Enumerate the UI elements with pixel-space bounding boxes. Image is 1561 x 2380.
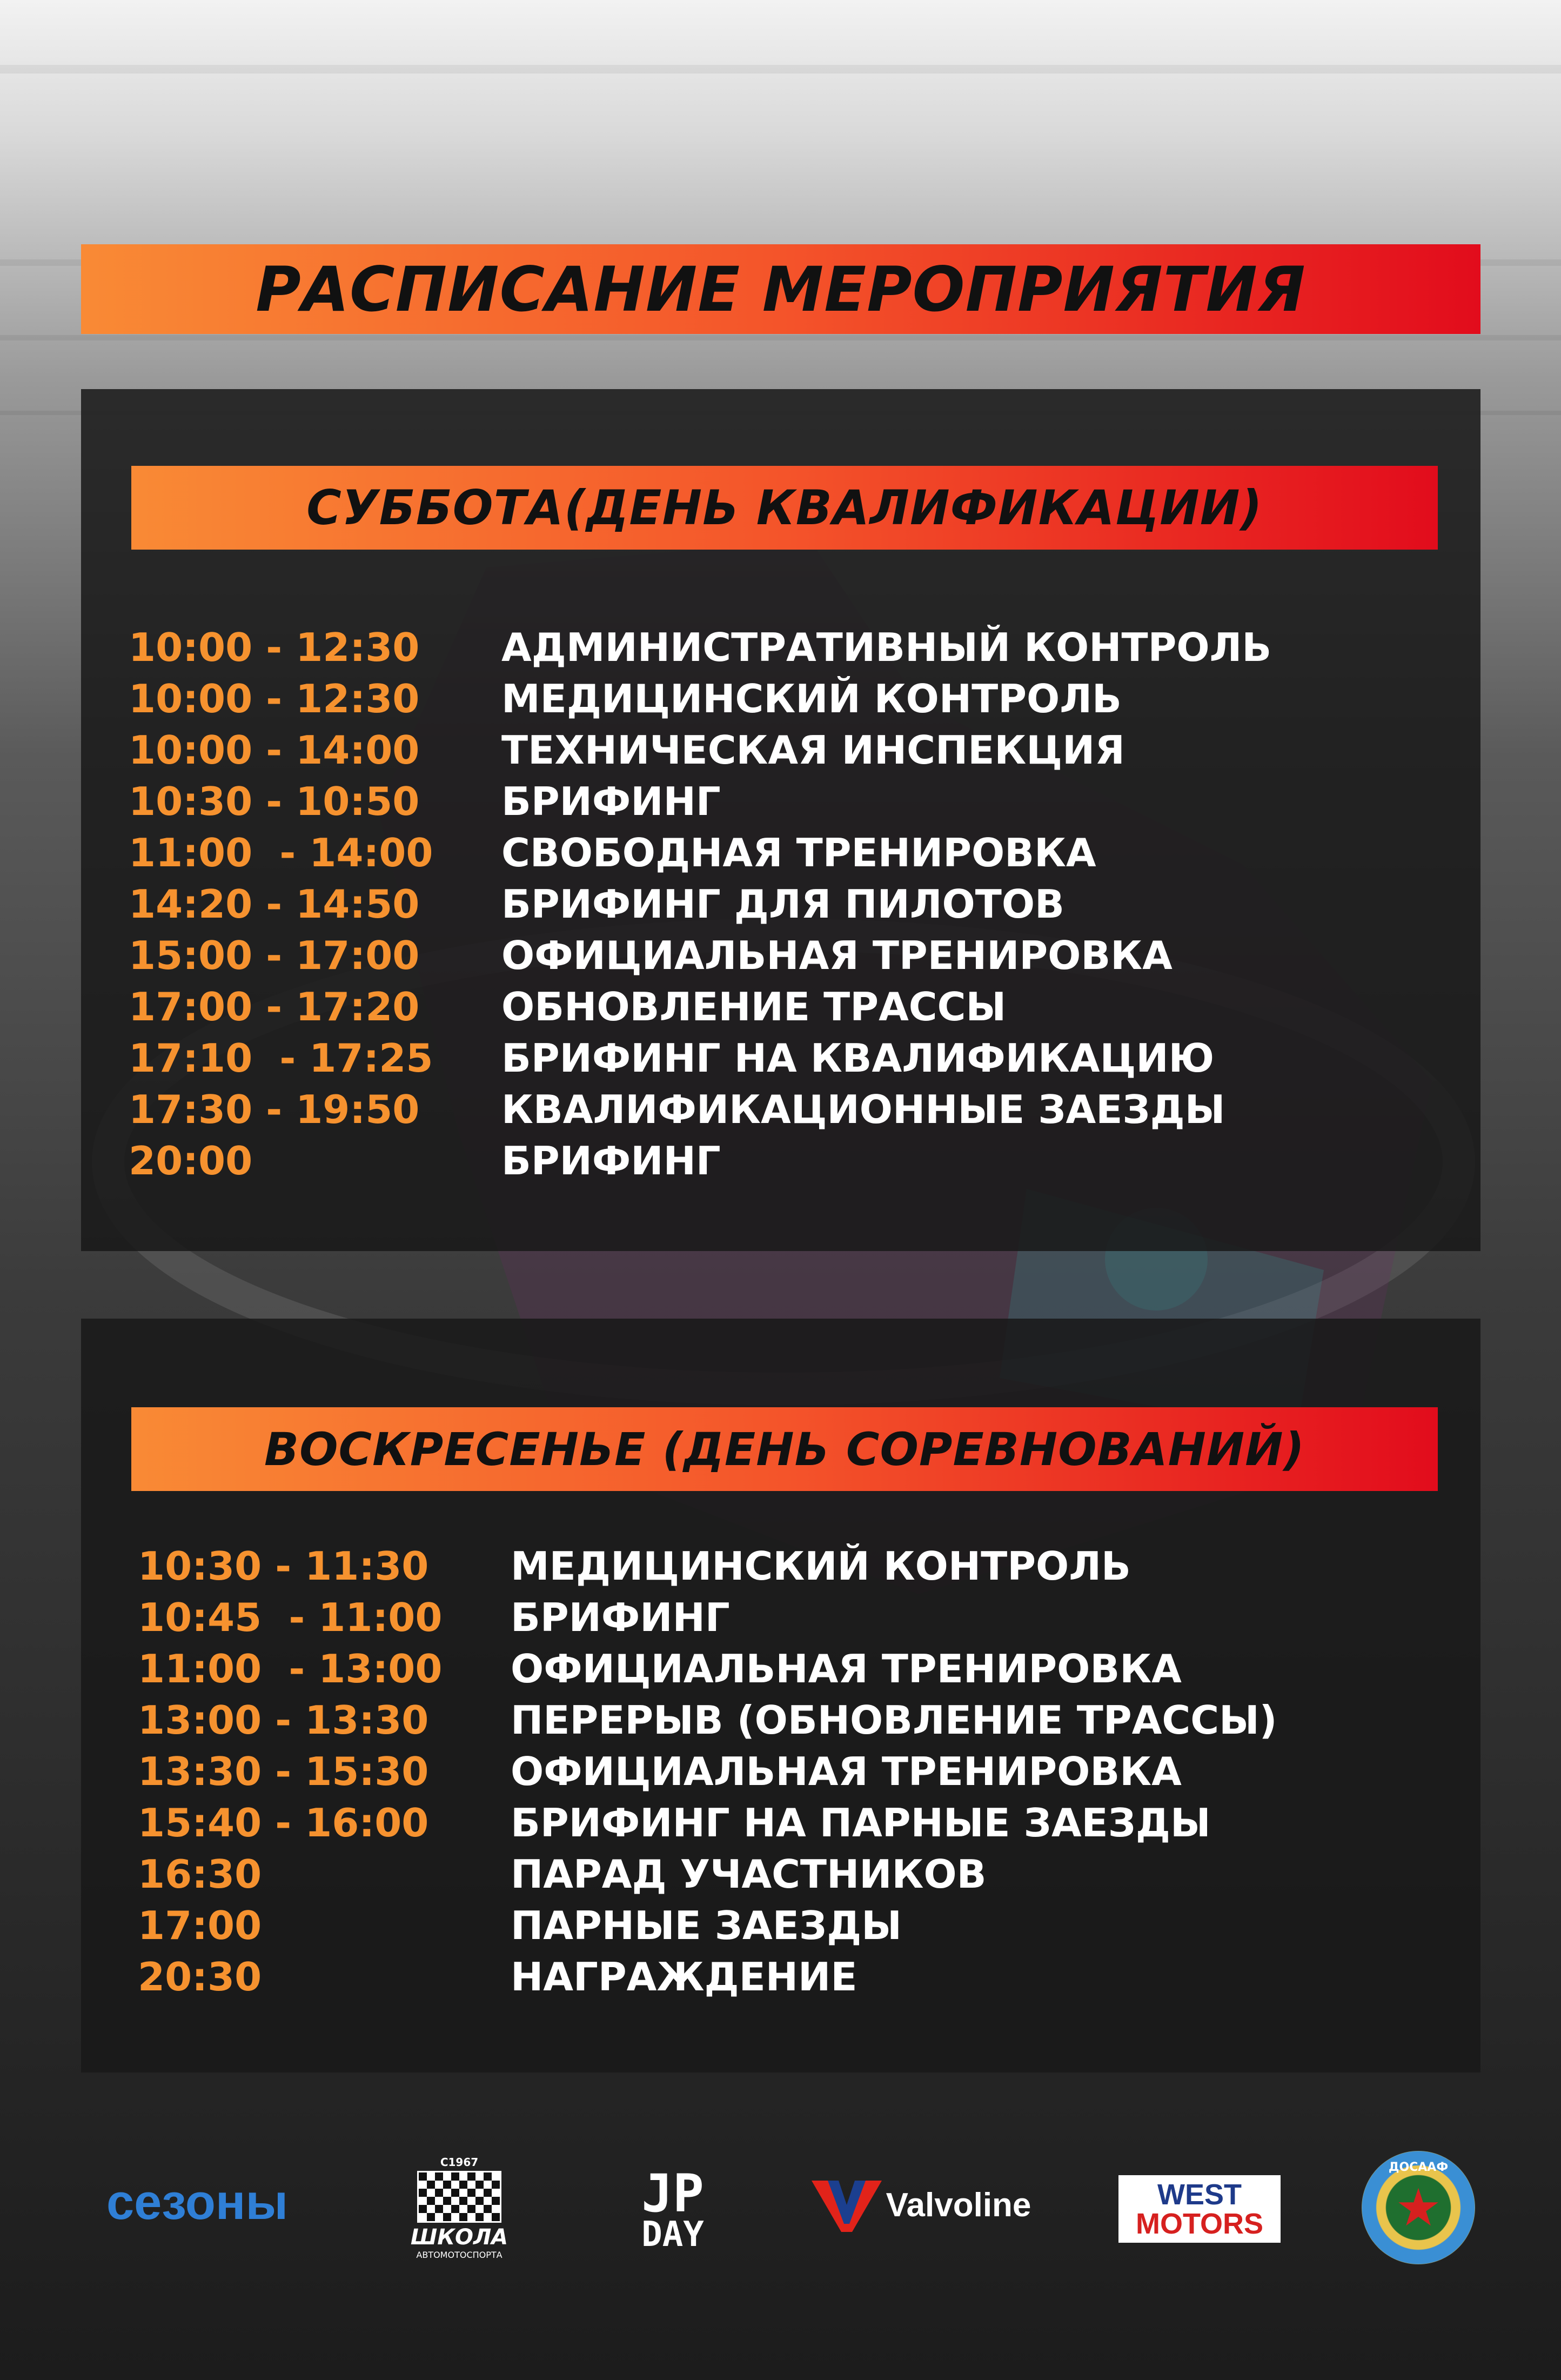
schedule-event: ПАРНЫЕ ЗАЕЗДЫ: [511, 1902, 902, 1948]
schedule-event: ПЕРЕРЫВ (ОБНОВЛЕНИЕ ТРАССЫ): [511, 1697, 1277, 1743]
schedule-row: [138, 1951, 1277, 2002]
schedule-event: АДМИНИСТРАТИВНЫЙ КОНТРОЛЬ: [501, 624, 1272, 670]
schedule-time: 13:00 - 13:30: [138, 1697, 429, 1743]
west-motors-top: WEST: [1157, 2178, 1242, 2211]
schedule-event: БРИФИНГ: [501, 778, 721, 824]
saturday-heading-banner: [131, 466, 1438, 550]
schedule-time: 15:00 - 17:00: [129, 932, 420, 978]
schedule-event: МЕДИЦИНСКИЙ КОНТРОЛЬ: [501, 676, 1122, 721]
valvoline-logo-text: Valvoline: [886, 2186, 1031, 2224]
schedule-row: [129, 673, 1271, 724]
schedule-event: БРИФИНГ: [501, 1138, 721, 1184]
sezony-logo: [81, 2172, 313, 2232]
schedule-row: [129, 724, 1271, 775]
sezony-logo-text: сезоны: [106, 2174, 289, 2230]
schedule-time: 10:00 - 12:30: [129, 624, 420, 670]
jpday-logo-top: JP: [641, 2163, 704, 2224]
west-motors-logo: [1118, 2175, 1281, 2243]
star-icon: ★: [1395, 2177, 1442, 2238]
schedule-row: [129, 1032, 1271, 1084]
dosaaf-emblem: [1362, 2151, 1475, 2264]
west-motors-bottom: MOTORS: [1135, 2207, 1263, 2240]
schedule-time: 10:00 - 12:30: [129, 676, 420, 721]
schedule-row: [129, 981, 1271, 1032]
schedule-row: [138, 1694, 1277, 1746]
schedule-event: ОФИЦИАЛЬНАЯ ТРЕНИРОВКА: [511, 1748, 1182, 1794]
schedule-event: БРИФИНГ ДЛЯ ПИЛОТОВ: [501, 881, 1064, 927]
schedule-time: 20:30: [138, 1954, 262, 2000]
schedule-row: [129, 930, 1271, 981]
valvoline-logo: [794, 2175, 1048, 2235]
schedule-row: [129, 775, 1271, 827]
page-title: РАСПИСАНИЕ МЕРОПРИЯТИЯ: [256, 253, 1306, 325]
schedule-row: [138, 1848, 1277, 1900]
schedule-event: СВОБОДНАЯ ТРЕНИРОВКА: [501, 830, 1096, 875]
schedule-time: 11:00 - 14:00: [129, 830, 433, 875]
schedule-row: [138, 1540, 1277, 1592]
motor-school-year: С1967: [440, 2155, 479, 2169]
valvoline-v-icon: [812, 2175, 882, 2235]
schedule-row: [138, 1797, 1277, 1848]
sponsor-logos: [81, 2151, 1486, 2264]
schedule-time: 16:30: [138, 1851, 262, 1897]
schedule-event: КВАЛИФИКАЦИОННЫЕ ЗАЕЗДЫ: [501, 1086, 1225, 1132]
schedule-event: ПАРАД УЧАСТНИКОВ: [511, 1851, 987, 1897]
dosaaf-emblem-text: ДОСААФ: [1388, 2161, 1449, 2174]
sunday-heading: ВОСКРЕСЕНЬЕ (ДЕНЬ СОРЕВНОВАНИЙ): [264, 1422, 1305, 1476]
schedule-row: [129, 827, 1271, 878]
motor-school-logo: [394, 2151, 524, 2264]
saturday-heading: СУББОТА(ДЕНЬ КВАЛИФИКАЦИИ): [306, 480, 1263, 536]
schedule-event: ТЕХНИЧЕСКАЯ ИНСПЕКЦИЯ: [501, 727, 1125, 773]
schedule-time: 17:00: [138, 1902, 262, 1948]
saturday-schedule: [129, 621, 1271, 1186]
schedule-time: 10:00 - 14:00: [129, 727, 420, 773]
schedule-row: [129, 1135, 1271, 1186]
schedule-event: НАГРАЖДЕНИЕ: [511, 1954, 857, 2000]
schedule-event: ОБНОВЛЕНИЕ ТРАССЫ: [501, 984, 1007, 1029]
schedule-time: 17:10 - 17:25: [129, 1035, 433, 1081]
schedule-event: МЕДИЦИНСКИЙ КОНТРОЛЬ: [511, 1543, 1131, 1589]
schedule-row: [138, 1900, 1277, 1951]
schedule-row: [129, 621, 1271, 673]
schedule-time: 15:40 - 16:00: [138, 1800, 429, 1846]
schedule-time: 20:00: [129, 1138, 253, 1184]
sunday-heading-banner: [131, 1407, 1438, 1491]
title-banner: [81, 244, 1480, 334]
sunday-schedule: [138, 1540, 1277, 2002]
schedule-time: 10:30 - 10:50: [129, 778, 420, 824]
schedule-row: [138, 1746, 1277, 1797]
schedule-event: ОФИЦИАЛЬНАЯ ТРЕНИРОВКА: [511, 1646, 1182, 1692]
schedule-event: ОФИЦИАЛЬНАЯ ТРЕНИРОВКА: [501, 932, 1173, 978]
schedule-event: БРИФИНГ НА ПАРНЫЕ ЗАЕЗДЫ: [511, 1800, 1211, 1846]
schedule-row: [138, 1643, 1277, 1694]
schedule-event: БРИФИНГ НА КВАЛИФИКАЦИЮ: [501, 1035, 1215, 1081]
schedule-time: 10:45 - 11:00: [138, 1594, 443, 1640]
schedule-time: 14:20 - 14:50: [129, 881, 420, 927]
schedule-row: [129, 1084, 1271, 1135]
checkered-flag-icon: [417, 2171, 501, 2223]
jpday-logo: [602, 2162, 743, 2259]
schedule-row: [138, 1592, 1277, 1643]
jpday-logo-bottom: DAY: [641, 2215, 704, 2255]
schedule-time: 17:00 - 17:20: [129, 984, 420, 1029]
motor-school-name: ШКОЛА: [410, 2224, 508, 2250]
motor-school-sub: АВТОМОТОСПОРТА: [416, 2249, 503, 2260]
schedule-event: БРИФИНГ: [511, 1594, 730, 1640]
schedule-time: 11:00 - 13:00: [138, 1646, 443, 1692]
schedule-time: 13:30 - 15:30: [138, 1748, 429, 1794]
schedule-time: 17:30 - 19:50: [129, 1086, 420, 1132]
schedule-time: 10:30 - 11:30: [138, 1543, 429, 1589]
schedule-row: [129, 878, 1271, 930]
